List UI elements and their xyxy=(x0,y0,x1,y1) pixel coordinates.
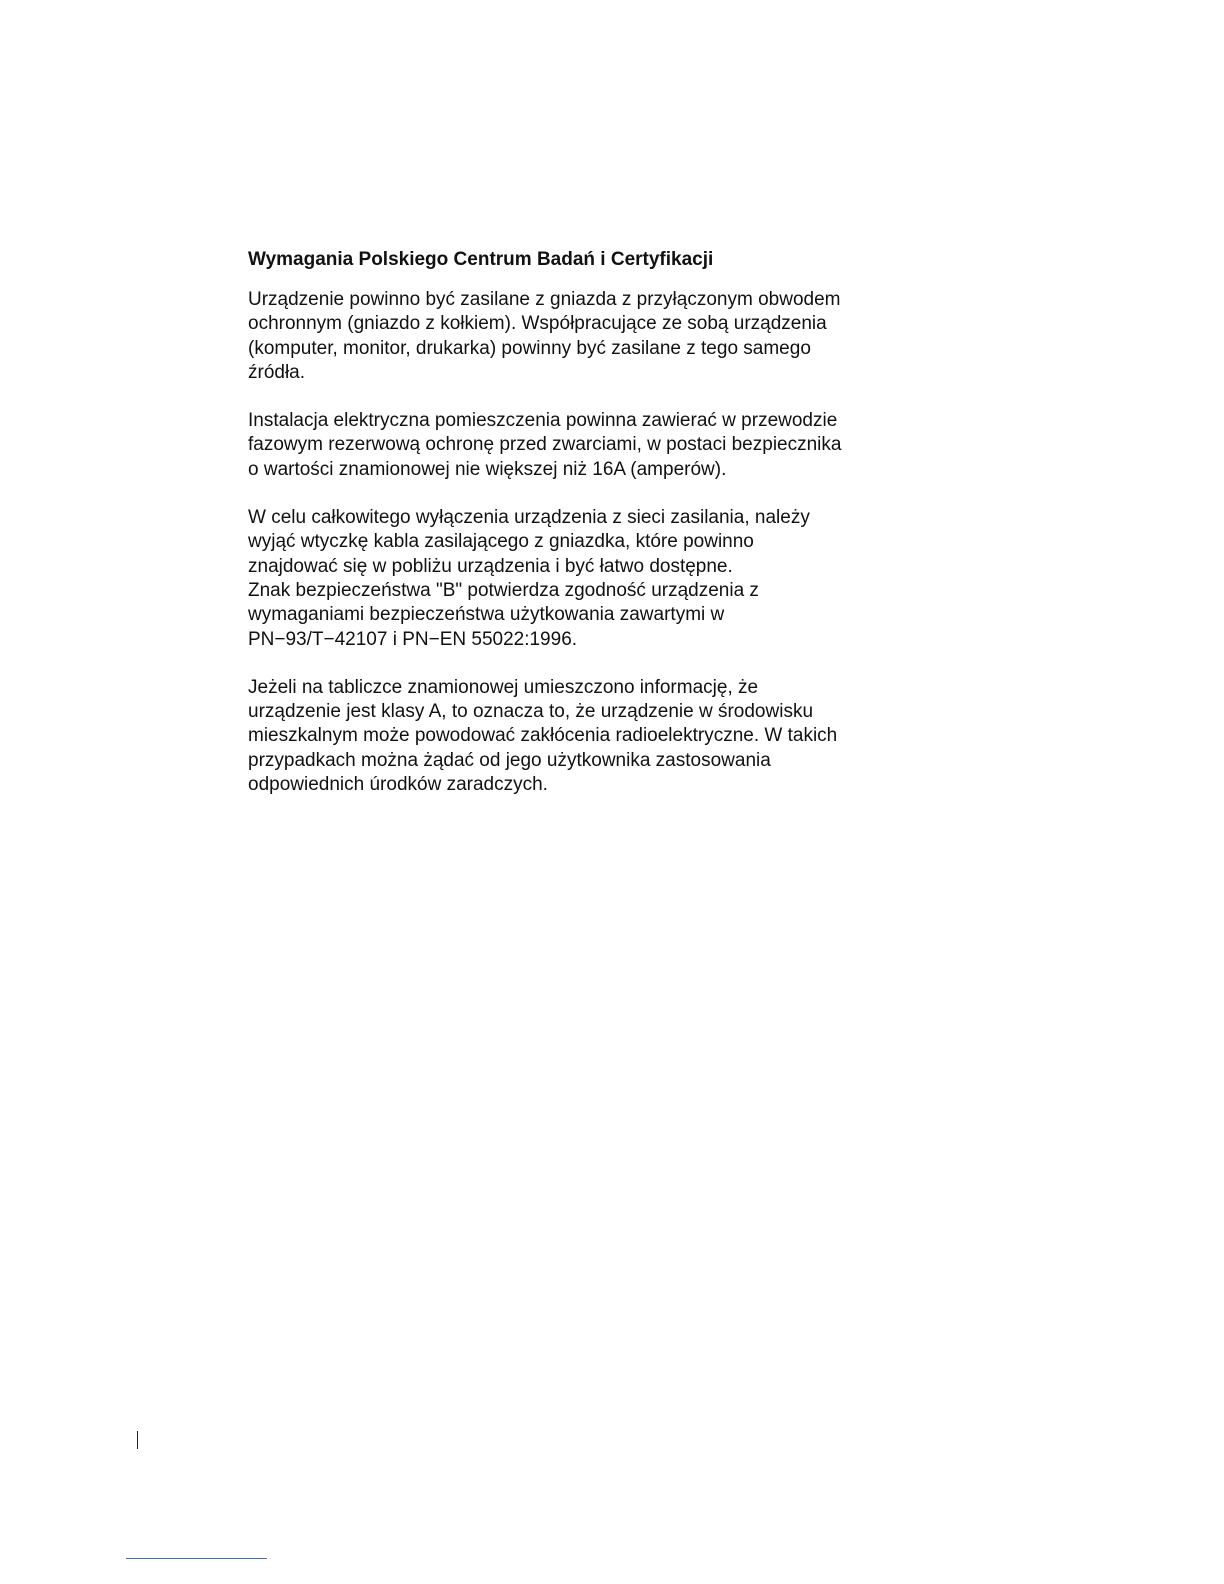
text-line: Znak bezpieczeństwa "B" potwierdza zgodność urządzenia z xyxy=(248,579,759,601)
section-heading: Wymagania Polskiego Centrum Badań i Certyfikacji xyxy=(248,249,714,270)
paragraph-power-supply xyxy=(248,288,908,385)
text-line: znajdować się w pobliżu urządzenia i być łatwo dostępne. xyxy=(248,555,733,577)
text-line: (komputer, monitor, drukarka) powinny być zasilane z tego samego xyxy=(248,337,811,359)
footer-rule xyxy=(126,1558,267,1559)
text-line: Urządzenie powinno być zasilane z gniazda z przyłączonym obwodem xyxy=(248,289,841,310)
text-line: źródła. xyxy=(248,361,306,383)
text-line: odpowiednich úrodków zaradczych. xyxy=(248,774,548,796)
text-line: wyjąć wtyczkę kabla zasilającego z gniazdka, które powinno xyxy=(248,531,754,553)
paragraph-class-a-notice xyxy=(248,676,908,797)
text-line: wymaganiami bezpieczeństwa użytkowania zawartymi w xyxy=(248,604,725,626)
margin-marker xyxy=(137,1431,138,1449)
document-body xyxy=(248,247,908,821)
text-line: urządzenie jest klasy A, to oznacza to, że urządzenie w środowisku xyxy=(248,701,814,723)
text-line: PN−93/T−42107 i PN−EN 55022:1996. xyxy=(248,628,578,650)
text-line: przypadkach można żądać od jego użytkownika zastosowania xyxy=(248,749,771,771)
paragraph-electrical-installation xyxy=(248,409,908,482)
text-line: mieszkalnym może powodować zakłócenia radioelektryczne. W takich xyxy=(248,725,838,747)
paragraph-disconnection-safety-mark xyxy=(248,506,908,652)
text-line: ochronnym (gniazdo z kołkiem). Współpracujące ze sobą urządzenia xyxy=(248,313,827,335)
text-line: Jeżeli na tabliczce znamionowej umieszczono informację, że xyxy=(248,676,759,698)
text-line: Instalacja elektryczna pomieszczenia powinna zawierać w przewodzie xyxy=(248,410,838,432)
text-line: o wartości znamionowej nie większej niż 16A (amperów). xyxy=(248,458,727,480)
text-line: W celu całkowitego wyłączenia urządzenia z sieci zasilania, należy xyxy=(248,507,810,529)
text-line: fazowym rezerwową ochronę przed zwarciami, w postaci bezpiecznika xyxy=(248,434,842,456)
